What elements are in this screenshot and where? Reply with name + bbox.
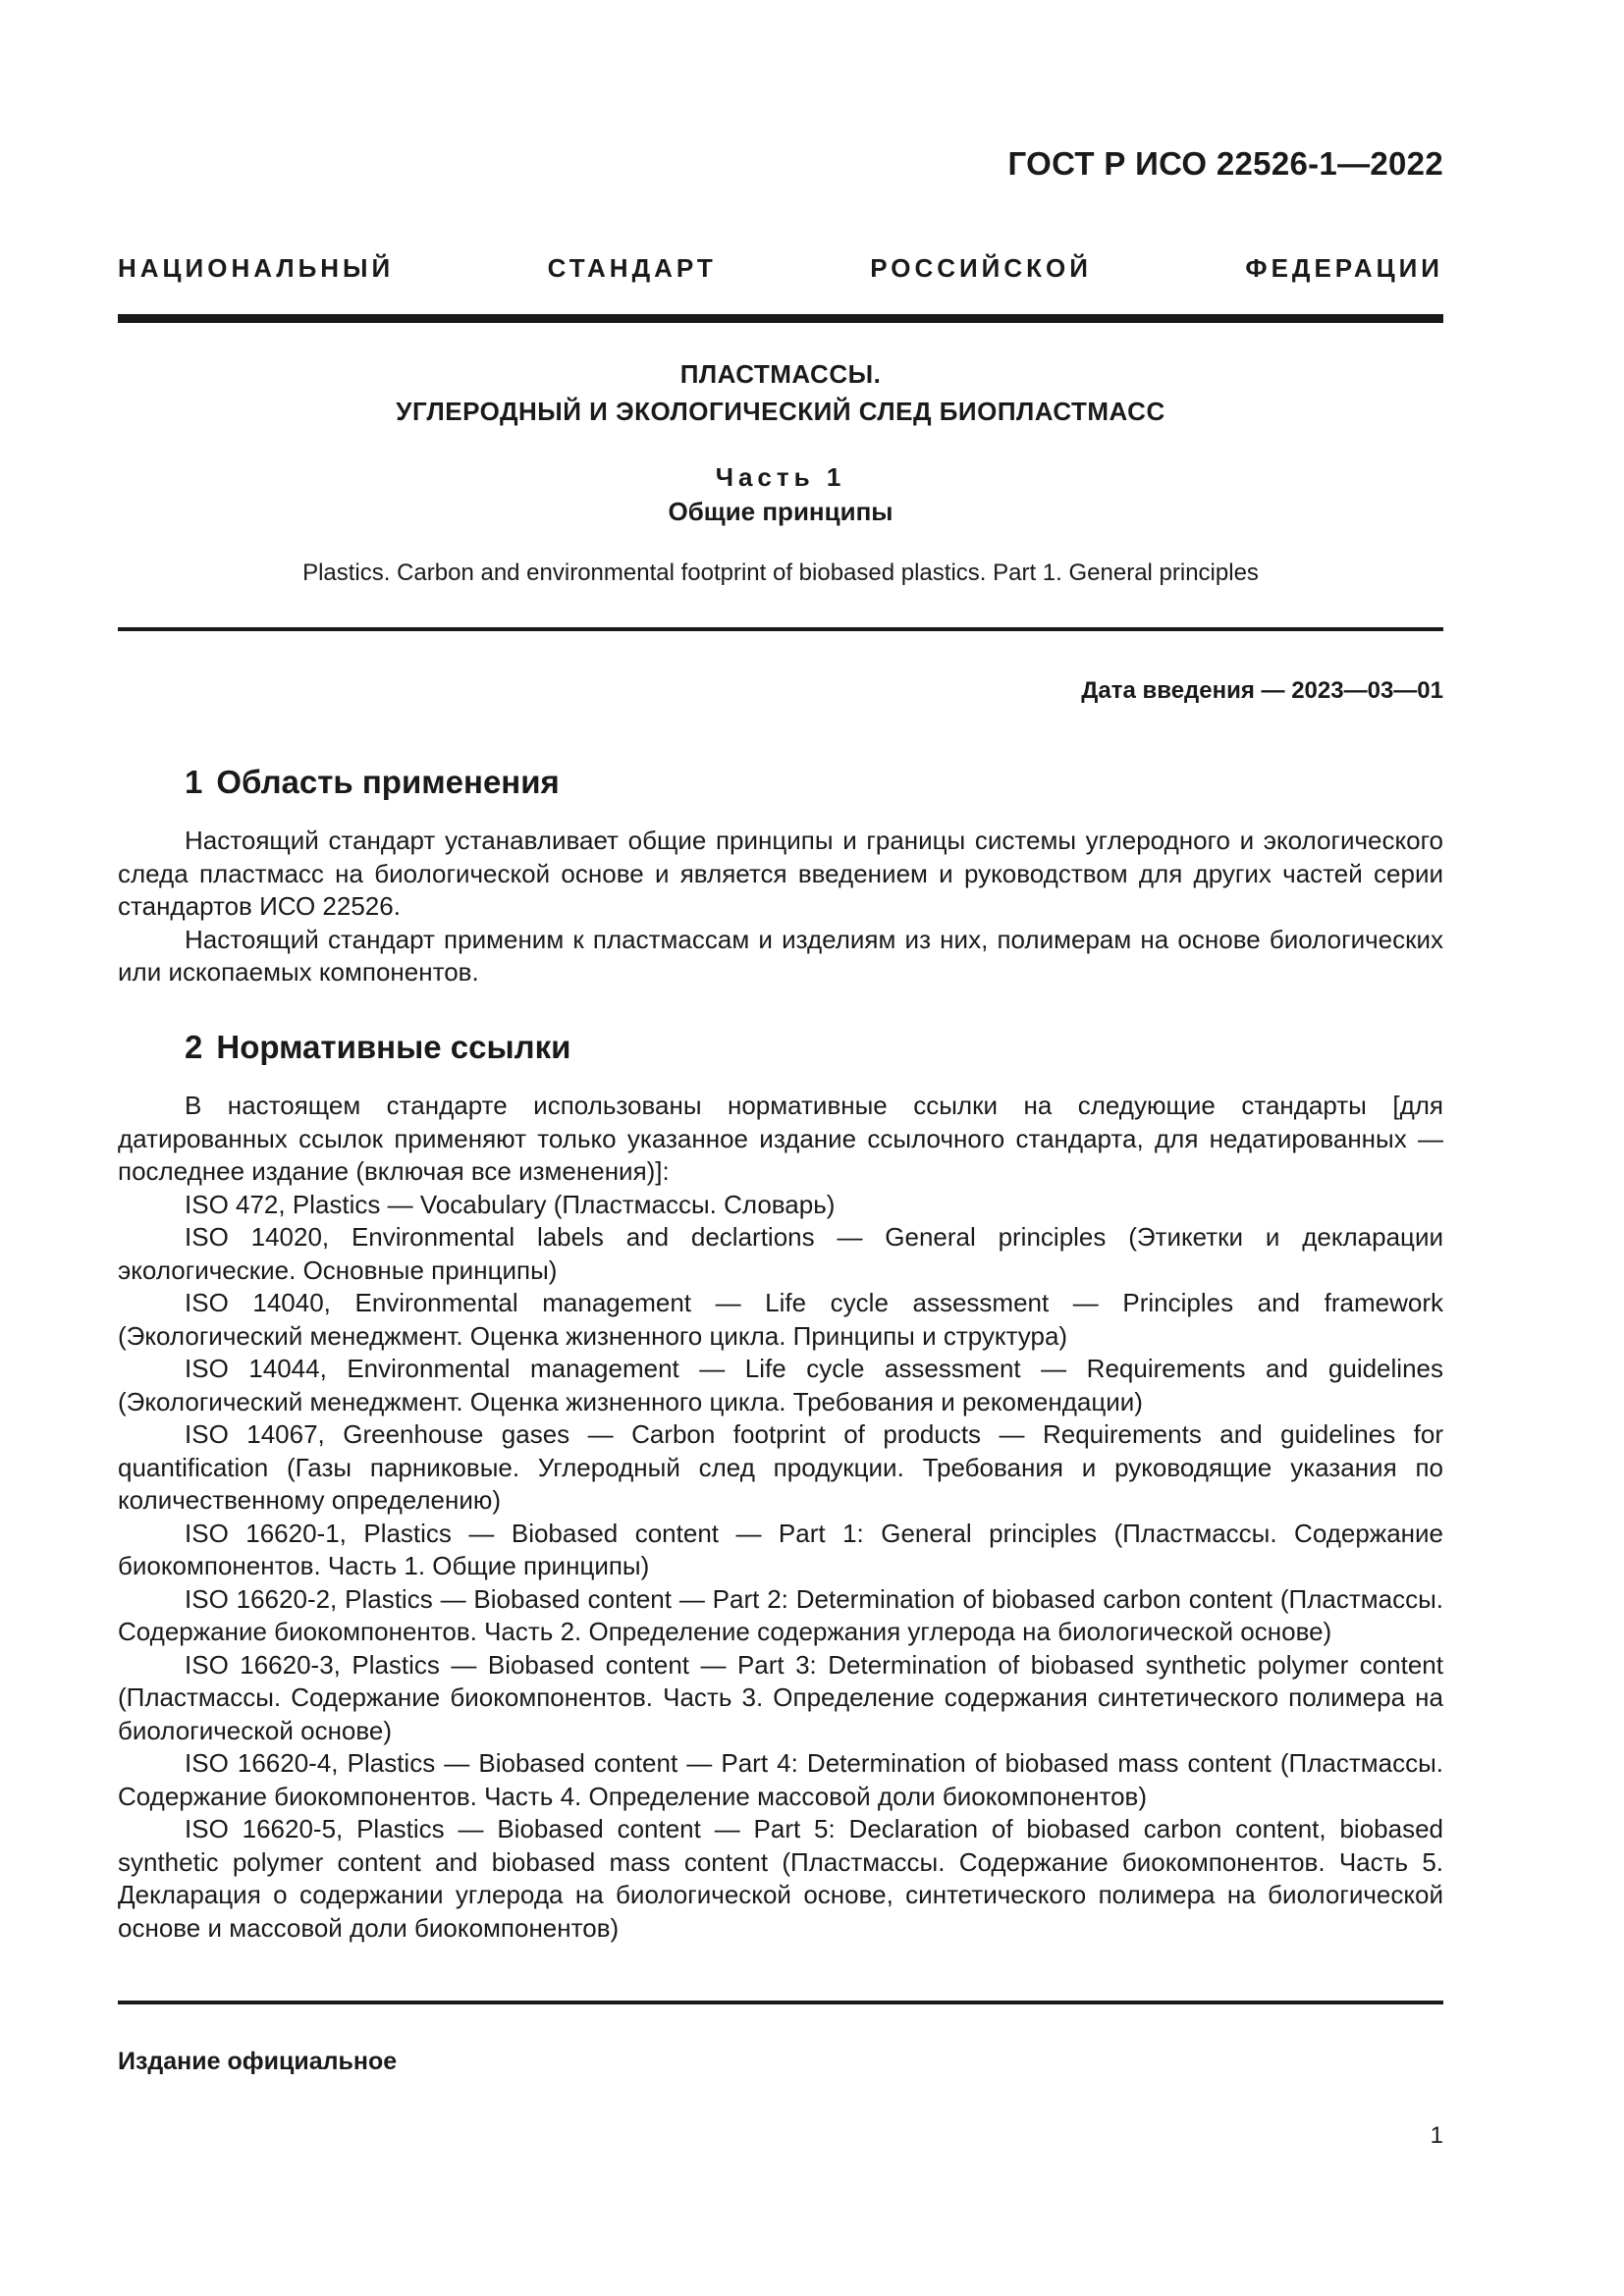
section-2-body [118,1090,1443,1945]
document-page [118,0,1443,2296]
section-number: 1 [185,764,203,800]
reference-item: ISO 16620-3, Plastics — Biobased content — Part 3: Determination of biobased synthetic polymer content (Пластмассы. Содержание биокомпонентов. Часть 3. Определение содержания синтетического полимера на биологической основе) [118,1649,1443,1745]
page-number: 1 [1430,2122,1443,2149]
reference-item: ISO 472, Plastics — Vocabulary (Пластмассы. Словарь) [185,1189,836,1219]
reference-item: ISO 16620-5, Plastics — Biobased content — Part 5: Declaration of biobased carbon content, biobased synthetic polymer content and biobased mass content (Пластмассы. Содержание биокомпонентов. Часть 5. Декларация о содержании углерода на биологической основе, синтетического полимера на биологической основе и массовой доли биокомпонентов) [118,1814,1443,1943]
header-rule [118,314,1443,323]
title-line-2: УГЛЕРОДНЫЙ И ЭКОЛОГИЧЕСКИЙ СЛЕД БИОПЛАСТМАСС [396,397,1165,426]
section-title: Нормативные ссылки [216,1029,571,1065]
title-line-1: ПЛАСТМАССЫ. [679,359,882,389]
paragraph: Настоящий стандарт применим к пластмассам и изделиям из них, полимерам на основе биологических или ископаемых компонентов. [118,924,1443,987]
reference-item: ISO 14044, Environmental management — Life cycle assessment — Requirements and guidelines (Экологический менеджмент. Оценка жизненного цикла. Требования и рекомендации) [118,1354,1443,1416]
official-edition-label: Издание официальное [118,2048,398,2075]
title-rule [118,627,1443,631]
section-2-heading [185,1029,570,1066]
section-title: Область применения [216,764,560,800]
section-1-body [118,825,1443,989]
standard-designation: ГОСТ Р ИСО 22526-1—2022 [1007,145,1443,182]
english-title: Plastics. Carbon and environmental footprint of biobased plastics. Part 1. General principles [302,560,1259,586]
reference-item: ISO 14067, Greenhouse gases — Carbon footprint of products — Requirements and guidelines for quantification (Газы парниковые. Углеродный след продукции. Требования и руководящие указания по количественному определению) [118,1419,1443,1515]
footer-rule [118,2001,1443,2004]
section-number: 2 [185,1029,203,1065]
reference-item: ISO 14040, Environmental management — Life cycle assessment — Principles and framework (Экологический менеджмент. Оценка жизненного цикла. Принципы и структура) [118,1288,1443,1351]
national-standard-banner: НАЦИОНАЛЬНЫЙ СТАНДАРТ РОССИЙСКОЙ ФЕДЕРАЦИИ [118,253,1443,283]
part-label: Часть 1 [715,462,846,492]
section-1-heading [185,764,560,801]
paragraph: Настоящий стандарт устанавливает общие принципы и границы системы углеродного и экологического следа пластмасс на биологической основе и является введением и руководством для других частей серии стандартов ИСО 22526. [118,826,1443,921]
reference-item: ISO 16620-4, Plastics — Biobased content — Part 4: Determination of biobased mass content (Пластмассы. Содержание биокомпонентов. Часть 4. Определение массовой доли биокомпонентов) [118,1748,1443,1811]
part-name: Общие принципы [668,497,893,526]
reference-item: ISO 16620-1, Plastics — Biobased content — Part 1: General principles (Пластмассы. Содержание биокомпонентов. Часть 1. Общие принципы) [118,1518,1443,1580]
introduction-date: Дата введения — 2023—03—01 [1081,677,1443,704]
reference-item: ISO 16620-2, Plastics — Biobased content — Part 2: Determination of biobased carbon content (Пластмассы. Содержание биокомпонентов. Часть 2. Определение содержания углерода на биологической основе) [118,1583,1443,1646]
paragraph: В настоящем стандарте использованы нормативные ссылки на следующие стандарты [для датированных ссылок применяют только указанное издание ссылочного стандарта, для недатированных — последнее издание (включая все изменения)]: [118,1091,1443,1186]
reference-item: ISO 14020, Environmental labels and declartions — General principles (Этикетки и декларации экологические. Основные принципы) [118,1222,1443,1285]
